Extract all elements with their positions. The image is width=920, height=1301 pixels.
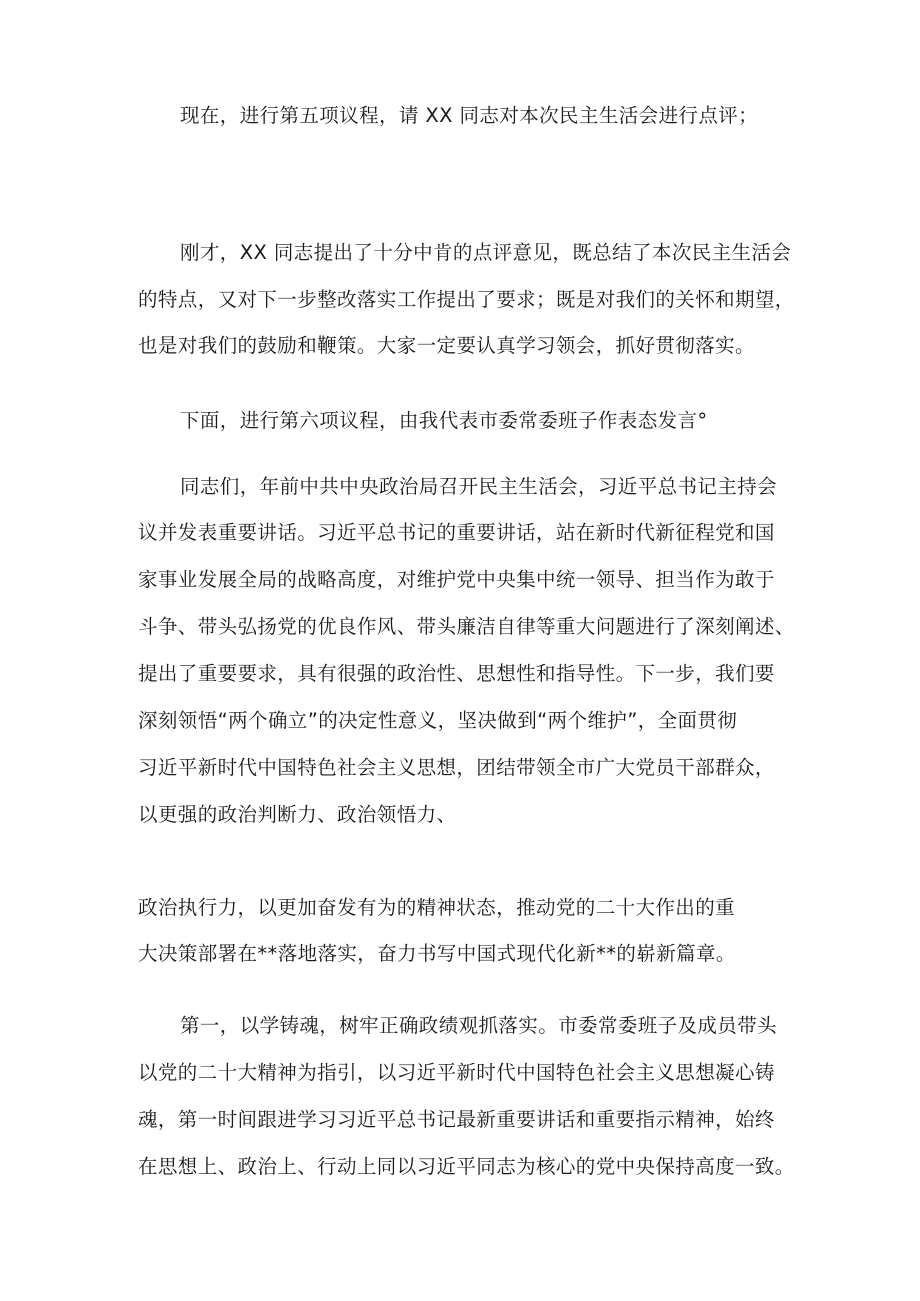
text-line: 大决策部署在**落地落实，奋力书写中国式现代化新**的崭新篇章。 [138,942,736,965]
text-line: 魂，第一时间跟进学习习近平总书记最新重要讲话和重要指示精神，始终 [138,1108,775,1131]
text-line: 家事业发展全局的战略高度，对维护党中央集中统一领导、担当作为敢于 [138,568,775,591]
text-line: 第一，以学铸魂，树牢正确政绩观抓落实。市委常委班子及成员带头 [180,1014,778,1037]
text-line: 同志们，年前中共中央政治局召开民主生活会，习近平总书记主持会 [180,475,778,498]
text-line: 提出了重要要求，具有很强的政治性、思想性和指导性。下一步，我们要 [138,662,775,685]
text-line: 习近平新时代中国特色社会主义思想，团结带领全市广大党员干部群众， [138,756,775,779]
text-line: 下面，进行第六项议程，由我代表市委常委班子作表态发言° [180,409,708,432]
text-line: 在思想上、政治上、行动上同以习近平同志为核心的党中央保持高度一致。 [138,1155,795,1178]
text-line: 以更强的政治判断力、政治领悟力、 [138,803,457,826]
text-line: 以党的二十大精神为指引，以习近平新时代中国特色社会主义思想凝心铸 [138,1061,775,1084]
text-line: 深刻领悟“两个确立”的决定性意义，坚决做到“两个维护”，全面贯彻 [138,709,738,732]
text-line: 议并发表重要讲话。习近平总书记的重要讲话，站在新时代新征程党和国 [138,521,775,544]
text-line: 也是对我们的鼓励和鞭策。大家一定要认真学习领会，抓好贯彻落实。 [138,334,755,357]
text-line: 政治执行力，以更加奋发有为的精神状态，推动党的二十大作出的重 [138,896,736,919]
text-line: 刚才，XX 同志提出了十分中肯的点评意见，既总结了本次民主生活会 [180,241,792,264]
text-line: 的特点，又对下一步整改落实工作提出了要求；既是对我们的关怀和期望， [138,288,795,311]
text-line: 斗争、带头弘扬党的优良作风、带头廉洁自律等重大问题进行了深刻阐述、 [138,615,795,638]
text-line: 现在，进行第五项议程，请 XX 同志对本次民主生活会进行点评； [180,104,759,127]
